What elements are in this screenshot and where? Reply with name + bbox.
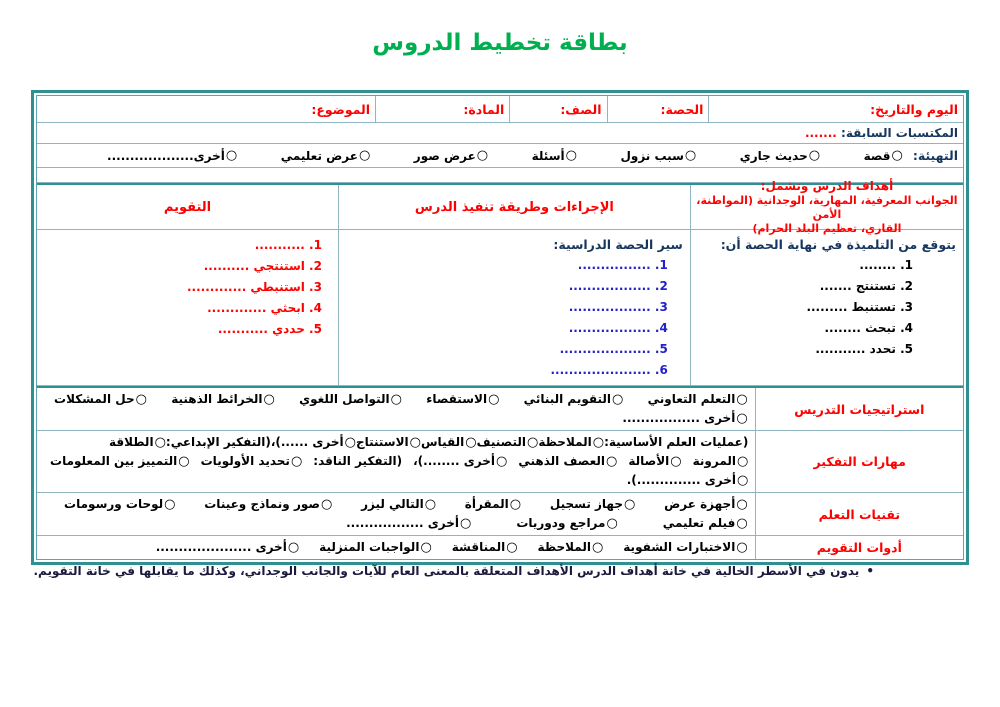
radio-option[interactable] (452, 538, 518, 557)
evaluation-body[interactable] (37, 230, 338, 385)
objectives-header-line2: الجوانب المعرفية، المهارية، الوجدانية (المواطنة، الأمن (696, 193, 958, 221)
subject-field[interactable] (375, 96, 509, 122)
option-label: تحديد الأولويات (200, 454, 290, 468)
option-label: سبب نزول (620, 148, 684, 163)
radio-circle-icon[interactable] (505, 538, 517, 557)
option-label: أخرى ......)، (270, 435, 344, 449)
evaluation-list (37, 235, 338, 340)
procedures-column (338, 185, 690, 385)
radio-circle-icon[interactable] (808, 144, 820, 167)
strategies-line2 (44, 409, 748, 428)
radio-circle-icon[interactable] (476, 144, 488, 167)
list-item: 1. ........ (859, 258, 913, 272)
period-label: الحصة: (660, 102, 704, 117)
option-label: التصنيف (476, 435, 526, 449)
list-item: 1. ........... (254, 238, 322, 252)
radio-circle-icon[interactable] (509, 495, 521, 514)
option-label: الملاحظة (537, 540, 591, 554)
radio-option[interactable] (271, 433, 356, 452)
objectives-header-line3: القاري، تعظيم البلد الحرام) (752, 221, 902, 235)
subject-label: المادة: (463, 102, 505, 117)
radio-option[interactable] (693, 452, 749, 471)
day-date-label: اليوم والتاريخ: (870, 102, 958, 117)
procedures-header: الإجراءات وطريقة تنفيذ الدرس (339, 185, 690, 230)
radio-option[interactable] (421, 433, 477, 452)
radio-option[interactable] (171, 390, 275, 409)
option-label: العصف الذهني (518, 454, 605, 468)
strategies-content (37, 388, 755, 430)
thinking-skills-label: مهارات التفكير (755, 431, 963, 492)
objectives-list (691, 255, 963, 360)
evaluation-tools-content (37, 536, 755, 559)
footnote-bullet: • (866, 564, 874, 578)
technologies-row (37, 493, 963, 536)
list-item: 6. ...................... (550, 363, 668, 377)
strategies-line1 (44, 390, 748, 409)
bottom-section (37, 386, 963, 559)
radio-option[interactable] (550, 495, 635, 514)
option-label: أخرى ................. (346, 516, 460, 530)
technologies-content (37, 493, 755, 535)
option-label: الطلاقة (109, 435, 154, 449)
option-label: حل المشكلات (54, 392, 135, 406)
radio-circle-icon[interactable] (684, 144, 696, 167)
strategies-row (37, 388, 963, 431)
radio-circle-icon[interactable] (735, 538, 747, 557)
option-label: التواصل اللغوي (299, 392, 390, 406)
objectives-subheader: يتوقع من التلميذة في نهاية الحصة أن: (720, 237, 956, 252)
option-label: حديث جاري (739, 148, 808, 163)
option-label: لوحات ورسومات (64, 497, 164, 511)
technologies-line1 (44, 495, 748, 514)
technologies-line2 (44, 514, 748, 533)
radio-circle-icon[interactable] (591, 538, 603, 557)
radio-option[interactable] (319, 538, 432, 557)
strategies-label: استراتيجيات التدريس (755, 388, 963, 430)
radio-option[interactable] (107, 144, 237, 167)
list-item: 2. .................. (568, 279, 668, 293)
topic-label: الموضوع: (311, 102, 371, 117)
list-item: 5. تحدد ........... (815, 342, 913, 356)
option-label: فيلم تعليمي (662, 516, 736, 530)
radio-option[interactable] (201, 452, 303, 471)
option-label: الاستنتاج (355, 435, 409, 449)
radio-circle-icon[interactable] (736, 452, 748, 471)
text-segment: (عمليات العلم الأساسية: (604, 435, 749, 449)
radio-option[interactable] (538, 433, 604, 452)
class-field[interactable] (509, 96, 606, 122)
radio-option[interactable] (516, 514, 617, 533)
thinking-skills-content (37, 431, 755, 492)
radio-circle-icon[interactable] (495, 452, 507, 471)
list-item: 3. تستنبط ......... (806, 300, 913, 314)
evaluation-header: التقويم (37, 185, 338, 230)
technologies-label: تقنيات التعلم (755, 493, 963, 535)
option-label: قصة (863, 148, 891, 163)
radio-option[interactable] (54, 390, 147, 409)
radio-option[interactable] (346, 514, 471, 533)
radio-circle-icon[interactable] (263, 390, 275, 409)
option-label: المرونة (692, 454, 737, 468)
option-label: الأصالة (628, 454, 670, 468)
radio-option[interactable] (414, 144, 488, 167)
topic-field[interactable] (37, 96, 375, 122)
lesson-plan-table (31, 90, 969, 565)
radio-circle-icon[interactable] (891, 144, 903, 167)
thinking-skills-line1 (44, 433, 748, 452)
radio-circle-icon[interactable] (605, 514, 617, 533)
option-label: جهاز تسجيل (549, 497, 623, 511)
warmup-options (37, 144, 903, 167)
radio-circle-icon[interactable] (409, 433, 421, 452)
radio-circle-icon[interactable] (487, 390, 499, 409)
text-segment: (التفكير الإبداعي: (165, 435, 271, 449)
radio-circle-icon[interactable] (735, 495, 747, 514)
radio-option[interactable] (627, 471, 749, 490)
option-label: أخرى................... (107, 148, 225, 163)
list-item: 3. .................. (568, 300, 668, 314)
prior-knowledge-row[interactable] (37, 123, 963, 144)
list-item: 5. .................... (559, 342, 668, 356)
radio-circle-icon[interactable] (611, 390, 623, 409)
radio-option[interactable] (477, 433, 539, 452)
option-label: أسئلة (531, 148, 565, 163)
option-label: أخرى ........)، (413, 454, 496, 468)
prior-knowledge-label: المكتسبات السابقة: (841, 126, 958, 140)
list-item: 2. تستنتج ....... (819, 279, 913, 293)
radio-circle-icon[interactable] (287, 538, 299, 557)
prior-knowledge-dots: ....... (804, 126, 837, 140)
option-label: الواجبات المنزلية (319, 540, 420, 554)
class-label: الصف: (560, 102, 602, 117)
evaluation-tools-label: أدوات التقويم (755, 536, 963, 559)
objectives-column (690, 178, 963, 385)
radio-option[interactable] (648, 390, 748, 409)
option-label: الخرائط الذهنية (171, 392, 263, 406)
radio-circle-icon[interactable] (154, 433, 166, 452)
radio-option[interactable] (299, 390, 402, 409)
radio-option[interactable] (50, 452, 190, 471)
radio-option[interactable] (623, 538, 747, 557)
radio-circle-icon[interactable] (177, 452, 189, 471)
radio-circle-icon[interactable] (225, 144, 237, 167)
radio-option[interactable] (620, 144, 696, 167)
option-label: مراجع ودوريات (516, 516, 606, 530)
radio-option[interactable] (740, 144, 820, 167)
list-item: 4. ابحثي ............. (207, 301, 322, 315)
option-label: أخرى ..................... (155, 540, 287, 554)
radio-circle-icon[interactable] (526, 433, 538, 452)
radio-circle-icon[interactable] (623, 495, 635, 514)
list-item: 5. حددي ........... (217, 322, 322, 336)
radio-circle-icon[interactable] (358, 144, 370, 167)
radio-option[interactable] (281, 144, 371, 167)
radio-circle-icon[interactable] (135, 390, 147, 409)
radio-option[interactable] (204, 495, 332, 514)
table-inner-border (36, 95, 964, 560)
thinking-skills-row (37, 431, 963, 493)
objectives-header (691, 178, 963, 235)
radio-circle-icon[interactable] (669, 452, 681, 471)
radio-circle-icon[interactable] (735, 514, 747, 533)
option-label: أخرى ................. (622, 411, 736, 425)
page-title: بطاقة تخطيط الدروس (372, 30, 628, 56)
period-field[interactable] (607, 96, 709, 122)
evaluation-column (37, 185, 338, 385)
option-label: أجهزة عرض (664, 497, 736, 511)
radio-circle-icon[interactable] (592, 433, 604, 452)
option-label: الاختبارات الشفوية (623, 540, 736, 554)
option-label: الاستقصاء (426, 392, 488, 406)
list-item: 3. استنبطي ............. (186, 280, 322, 294)
header-fields-row (37, 96, 963, 123)
option-label: القياس (421, 435, 465, 449)
main-section (37, 178, 963, 386)
procedures-subheader: سير الحصة الدراسية: (553, 237, 683, 252)
radio-option[interactable] (426, 390, 499, 409)
option-label: أخرى ..............). (626, 473, 737, 487)
radio-circle-icon[interactable] (459, 514, 471, 533)
radio-circle-icon[interactable] (163, 495, 175, 514)
evaluation-tools-row (37, 536, 963, 559)
option-label: التمييز بين المعلومات (50, 454, 178, 468)
thinking-skills-line2 (44, 452, 748, 471)
radio-circle-icon[interactable] (290, 452, 302, 471)
warmup-row (37, 144, 963, 168)
option-label: الملاحظة (538, 435, 592, 449)
objectives-body[interactable] (691, 230, 963, 385)
evaluation-tools-line1 (44, 538, 748, 557)
radio-option[interactable] (361, 495, 436, 514)
radio-circle-icon[interactable] (390, 390, 402, 409)
radio-circle-icon[interactable] (735, 390, 747, 409)
radio-option[interactable] (532, 144, 577, 167)
radio-option[interactable] (864, 144, 903, 167)
objectives-header-line1: أهداف الدرس وتشمل: (760, 178, 894, 193)
text-segment: (التفكير الناقد: (313, 454, 403, 468)
radio-option[interactable] (413, 452, 507, 471)
warmup-label: التهيئة: (912, 147, 958, 163)
list-item: 2. استنتجي .......... (203, 259, 322, 273)
radio-option[interactable] (156, 538, 299, 557)
list-item: 1. ................ (577, 258, 668, 272)
day-date-field[interactable] (708, 96, 963, 122)
radio-circle-icon[interactable] (464, 433, 476, 452)
radio-option[interactable] (518, 452, 617, 471)
radio-option[interactable] (524, 390, 624, 409)
radio-circle-icon[interactable] (344, 433, 356, 452)
radio-circle-icon[interactable] (605, 452, 617, 471)
radio-option[interactable] (628, 452, 681, 471)
radio-option[interactable] (538, 538, 604, 557)
list-item: 4. .................. (568, 321, 668, 335)
footnote (31, 563, 969, 580)
radio-option[interactable] (622, 409, 747, 428)
procedures-body[interactable] (339, 230, 690, 385)
thinking-skills-line3 (44, 471, 748, 490)
option-label: عرض صور (413, 148, 476, 163)
option-label: المناقشة (451, 540, 506, 554)
radio-option[interactable] (64, 495, 175, 514)
procedures-list (339, 255, 690, 381)
footnote-text: يدون في الأسطر الخالية في خانة أهداف الدرس الأهداف المتعلقة بالمعنى العام للآيات والجانب الوجداني، وكذلك ما يقابلها في خانة التقويم. (33, 564, 860, 578)
radio-circle-icon[interactable] (424, 495, 436, 514)
radio-option[interactable] (663, 514, 748, 533)
radio-circle-icon[interactable] (565, 144, 577, 167)
list-item: 4. تبحث ........ (824, 321, 913, 335)
option-label: عرض تعليمي (280, 148, 358, 163)
radio-circle-icon[interactable] (736, 471, 748, 490)
radio-option[interactable] (664, 495, 748, 514)
radio-option[interactable] (356, 433, 421, 452)
option-label: صور ونماذج وعينات (204, 497, 320, 511)
radio-circle-icon[interactable] (735, 409, 747, 428)
option-label: التالي ليزر (361, 497, 424, 511)
option-label: التعلم التعاوني (647, 392, 736, 406)
radio-option[interactable] (465, 495, 521, 514)
radio-option[interactable] (109, 433, 166, 452)
option-label: المقرأة (464, 497, 509, 511)
radio-circle-icon[interactable] (419, 538, 431, 557)
option-label: التقويم البنائي (523, 392, 612, 406)
radio-circle-icon[interactable] (320, 495, 332, 514)
